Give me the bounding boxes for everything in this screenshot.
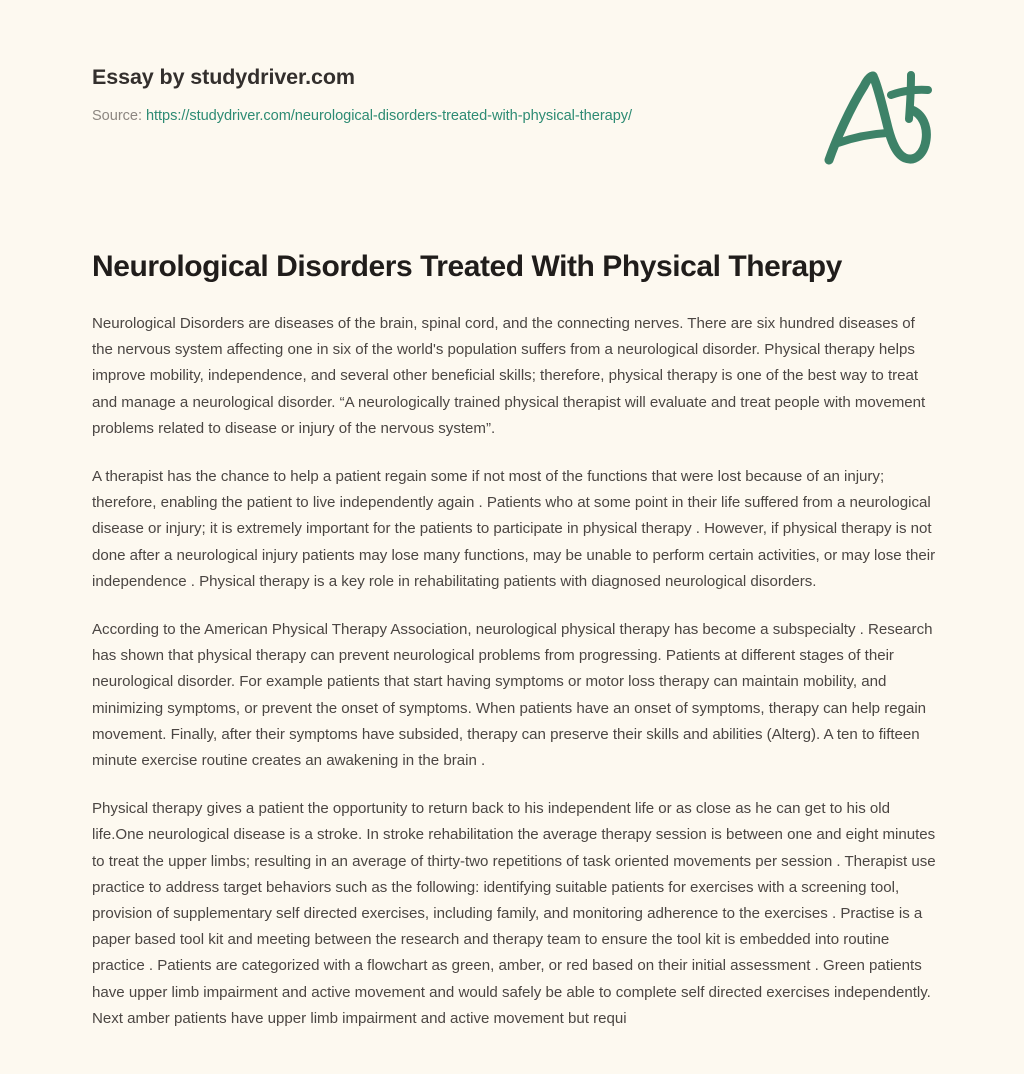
- article-body: [92, 286, 937, 1032]
- source-url-link[interactable]: https://studydriver.com/neurological-disorders-treated-with-physical-therapy/: [145, 108, 633, 124]
- paragraph: According to the American Physical Therapy Association, neurological physical therapy has become a subspecialty . Research has shown that physical therapy can prevent neurological problems from progressing. Patients at different stages of their neurological disorder. For example patients that start having symptoms or motor loss therapy can maintain mobility, and minimizing symptoms, or prevent the onset of symptoms. When patients have an onset of symptoms, therapy can help regain movement. Finally, after their symptoms have subsided, therapy can preserve their skills and abilities (Alterg). A ten to fifteen minute exercise routine creates an awakening in the brain .: [92, 621, 933, 770]
- a-plus-icon: [812, 62, 942, 170]
- paragraph: Physical therapy gives a patient the opportunity to return back to his independent life or as close as he can get to his old life.One neurological disease is a stroke. In stroke rehabilitation the average therapy session is between one and eight minutes to treat the upper limbs; resulting in an average of thirty-two repetitions of task oriented movements per session . Therapist use practice to address target behaviors such as the following: identifying suitable patients for exercises with a screening tool, provision of supplementary self directed exercises, including family, and monitoring adherence to the exercises . Practise is a paper based tool kit and meeting between the research and therapy team to ensure the tool kit is embedded into routine practice . Patients are categorized with a flowchart as green, amber, or red based on their initial assessment . Green patients have upper limb impairment and active movement and would safely be able to complete self directed exercises independently. Next amber patients have upper limb impairment and active movement but requi: [92, 800, 936, 1027]
- essay-byline: Essay by studydriver.com: [92, 65, 355, 89]
- source-line: [92, 92, 792, 126]
- studydriver-a-plus-logo[interactable]: [812, 62, 942, 170]
- page-title: Neurological Disorders Treated With Physical Therapy: [92, 250, 842, 283]
- source-label: Source:: [92, 108, 146, 124]
- article: [92, 248, 937, 1032]
- paragraph: Neurological Disorders are diseases of the brain, spinal cord, and the connecting nerves. There are six hundred diseases of the nervous system affecting one in six of the world's population suffers from a neurological disorder. Physical therapy helps improve mobility, independence, and several other beneficial skills; therefore, physical therapy is one of the best way to treat and manage a neurological disorder. “A neurologically trained physical therapist will evaluate and treat people with movement problems related to disease or injury of the nervous system”.: [92, 315, 926, 437]
- paragraph: A therapist has the chance to help a patient regain some if not most of the functions that were lost because of an injury; therefore, enabling the patient to live independently again . Patients who at some point in their life suffered from a neurological disease or injury; it is extremely important for the patients to participate in physical therapy . However, if physical therapy is not done after a neurological injury patients may lose many functions, may be unable to perform certain activities, or may lose their independence . Physical therapy is a key role in rehabilitating patients with diagnosed neurological disorders.: [92, 468, 936, 590]
- page-header: [92, 62, 792, 126]
